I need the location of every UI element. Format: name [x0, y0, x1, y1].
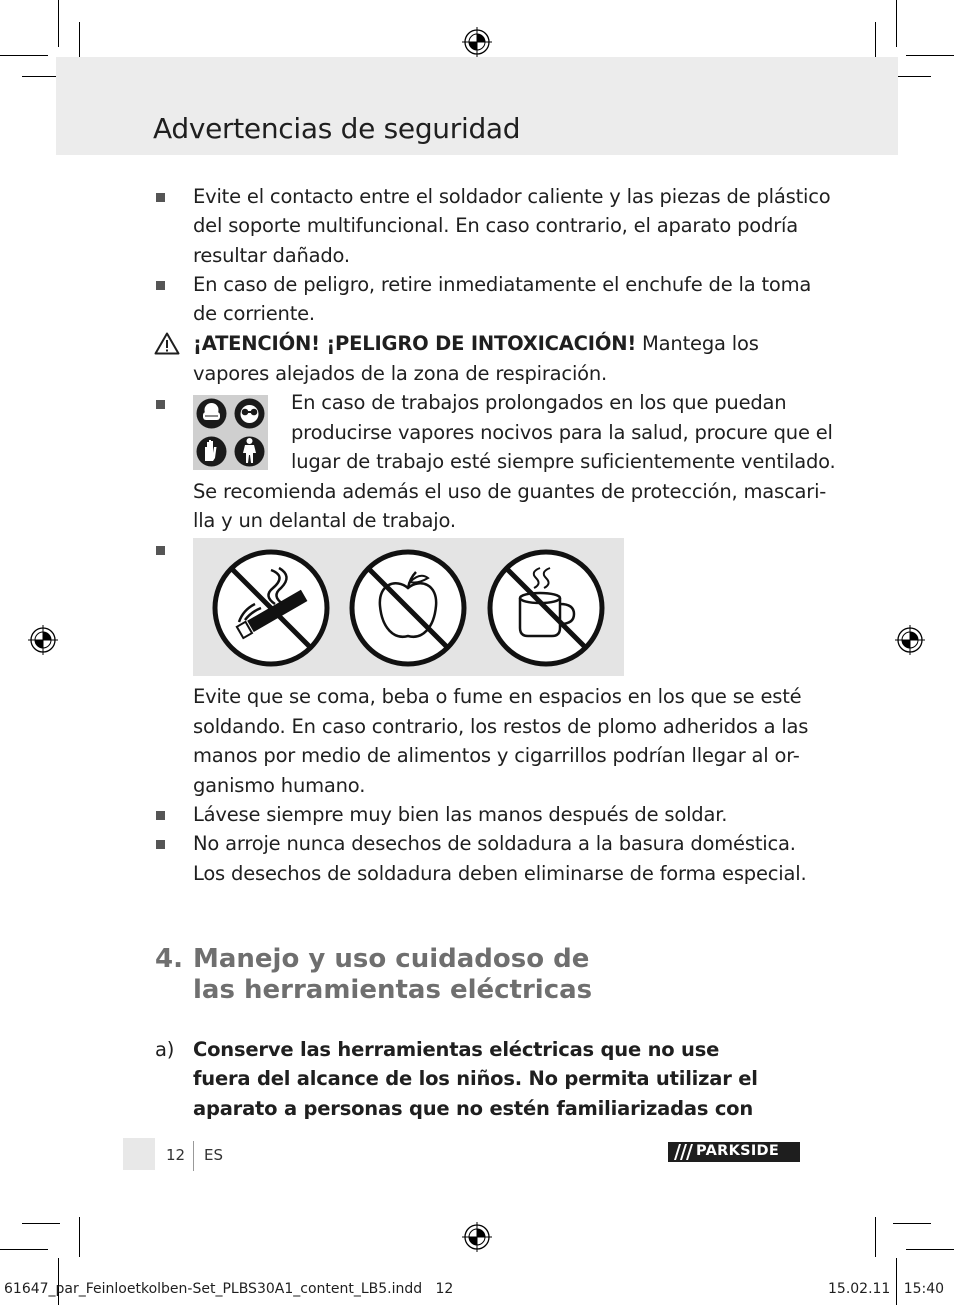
- warning-line-2: vapores alejados de la zona de respiración.: [193, 362, 608, 385]
- crop-mark: [79, 1217, 80, 1257]
- ppe-line: producirse vapores nocivos para la salud, procure que el: [291, 421, 833, 444]
- ppe-icons: [193, 395, 268, 470]
- eat-line: soldando. En caso contrario, los restos de plomo adheridos a las: [193, 715, 809, 738]
- page-number: 12: [166, 1146, 186, 1164]
- eat-line: ganismo humano.: [193, 774, 366, 797]
- item-line: fuera del alcance de los niños. No permita utilizar el: [193, 1067, 758, 1090]
- crop-mark: [22, 1223, 60, 1224]
- page-title: Advertencias de seguridad: [153, 112, 521, 145]
- registration-mark-icon: [28, 625, 58, 655]
- bullet-line: Evite el contacto entre el soldador caliente y las piezas de plástico: [193, 185, 831, 208]
- logo-stripes: [672, 1144, 694, 1160]
- brand-name: PARKSIDE: [696, 1143, 780, 1159]
- crop-mark: [893, 76, 931, 77]
- section-title-line: las herramientas eléctricas: [193, 975, 593, 1005]
- bullet-line: del soporte multifuncional. En caso contrario, el aparato podría: [193, 214, 798, 237]
- bullet-line: En caso de peligro, retire inmediatamente el enchufe de la toma: [193, 273, 812, 296]
- bullet-marker: [156, 193, 165, 202]
- bullet-line: No arroje nunca desechos de soldadura a la basura doméstica.: [193, 832, 796, 855]
- section-title-line: Manejo y uso cuidadoso de: [193, 944, 590, 974]
- ppe-line: lugar de trabajo esté siempre suficientemente ventilado.: [291, 450, 836, 473]
- bullet-marker: [156, 281, 165, 290]
- crop-mark: [896, 0, 897, 47]
- warning-rest: Mantega los: [636, 332, 759, 355]
- warning-line: [193, 329, 759, 358]
- section-number: 4.: [155, 944, 183, 974]
- bullet-line: Los desechos de soldadura deben eliminarse de forma especial.: [193, 862, 807, 885]
- no-smoking-icon: [211, 548, 331, 668]
- apron-icon: [235, 437, 265, 467]
- eat-line: Evite que se coma, beba o fume en espacios en los que se esté: [193, 685, 802, 708]
- face-mask-icon: [197, 399, 227, 429]
- ppe-line: Se recomienda además el uso de guantes de protección, mascari-: [193, 480, 827, 503]
- bullet-marker: [156, 840, 165, 849]
- footer-tab: [123, 1138, 155, 1170]
- item-label: a): [155, 1038, 175, 1061]
- bullet-marker: [156, 546, 165, 555]
- warning-bold: ¡ATENCIÓN! ¡PELIGRO DE INTOXICACIÓN!: [193, 332, 637, 355]
- crop-mark: [22, 76, 60, 77]
- print-slug-date: 15.02.11 15:40: [828, 1281, 945, 1297]
- crop-mark: [875, 22, 876, 62]
- registration-mark-icon: [462, 1222, 492, 1252]
- bullet-marker: [156, 811, 165, 820]
- ppe-line: En caso de trabajos prolongados en los que puedan: [291, 391, 787, 414]
- item-line: aparato a personas que no estén familiarizadas con: [193, 1097, 754, 1120]
- goggles-icon: [235, 399, 265, 429]
- gloves-icon: [197, 437, 227, 467]
- crop-mark: [893, 1223, 931, 1224]
- bullet-marker: [156, 400, 165, 409]
- crop-mark: [906, 1249, 954, 1250]
- crop-mark: [58, 0, 59, 47]
- crop-mark: [0, 55, 48, 56]
- bullet-line: Lávese siempre muy bien las manos después de soldar.: [193, 803, 728, 826]
- registration-mark-icon: [462, 27, 492, 57]
- crop-mark: [0, 1249, 48, 1250]
- bullet-line: resultar dañado.: [193, 244, 350, 267]
- language-code: ES: [204, 1146, 223, 1164]
- ppe-line: lla y un delantal de trabajo.: [193, 509, 456, 532]
- crop-mark: [875, 1217, 876, 1257]
- no-drinking-icon: [486, 548, 606, 668]
- eat-line: manos por medio de alimentos y cigarrillos podrían llegar al or-: [193, 744, 800, 767]
- warning-icon: [154, 332, 180, 355]
- crop-mark: [79, 22, 80, 62]
- item-line: Conserve las herramientas eléctricas que no use: [193, 1038, 720, 1061]
- crop-mark: [906, 55, 954, 56]
- registration-mark-icon: [895, 625, 925, 655]
- print-slug-file: 61647_par_Feinloetkolben-Set_PLBS30A1_content_LB5.indd 12: [4, 1281, 454, 1297]
- parkside-logo: [668, 1142, 800, 1162]
- bullet-line: de corriente.: [193, 302, 315, 325]
- footer-divider: [193, 1141, 194, 1171]
- no-eating-icon: [348, 548, 468, 668]
